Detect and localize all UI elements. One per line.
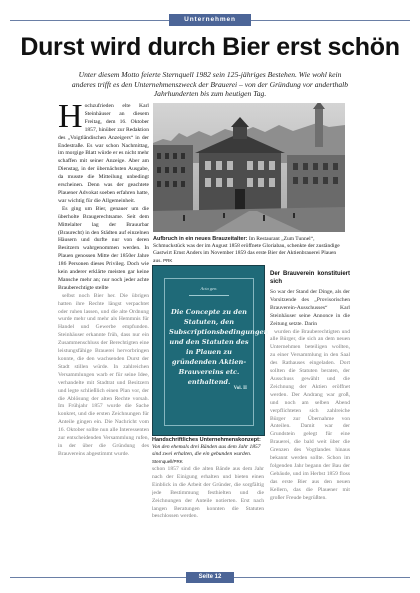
article-paragraph-right-continued: wurden die Brauberechtigten und alle Bürger, die sich an dem neuen Unternehmen beteiligen wollten, zu einer Versammlung in den Saal des Rathauses eingeladen. Dort sollten die Statuten beraten, der Ausschuss gewählt und die Zeichnung der Aktien eröffnet werden. Der Andrang war groß, und noch am selben Abend verpflichteten sich zahlreiche Bürger zur Übernahme von Anteilen. Damit war der Grundstein gelegt für eine Brauerei, die bald weit über die Grenzen des Vogtlandes hinaus bekannt werden sollte. Schon im folgenden Jahr begann der Bau der Gebäude, und im Herbst 1859 floss das erste Bier aus den neuen Kellern, das die Plauener mit großer Freude begrüßten. bbox=[270, 328, 350, 501]
book-top-label: Acta gen. bbox=[200, 286, 218, 291]
dropcap: H bbox=[58, 103, 83, 135]
book-cover bbox=[152, 265, 269, 436]
book-caption-text: Von den ehemals drei Bänden aus dem Jahr 1857 sind zwei erhalten, die ein gebunden wurden. bbox=[152, 444, 261, 457]
article-lead: ochzufrieden elte Karl Steinhäuser an diesem Freitag, dem 16. Oktober 1857, hinüber zur Redaktion des „Voigtländischen Anzeigers“ in der Endestraße. Es war schon Nachmittag, im morgige Blatt würde er es nicht mehr schaffen mit seiner Anzeige. Aber am Dienstag, in der übernächsten Ausgabe, da musste die Mitteilung unbedingt erscheinen. Denn was der geachtete Plauener Advokat soeben erfahren hatte, war wichtig für die Allgemeinheit. bbox=[58, 103, 149, 204]
book-cover-frame bbox=[164, 278, 269, 426]
historic-photo bbox=[153, 103, 345, 232]
headline: Durst wird durch Bier erst schön bbox=[20, 33, 400, 61]
article-paragraph: Es ging um Bier, genauer um die überholte Braugerechtsame. Seit dem Mittelalter lag der Brauurbar (Braurecht) in den Städten auf einzelnen Häusern und durfte nur von deren Besitzern wahrgenommen werden. In Plauen genossen Mitte der 1850er Jahre 186 Personen dieses Privileg. Doch wie kein anderer erklärte meisten gar keine Mansche mehr an; nur noch jeder achte Brauberechtigte stellte bbox=[58, 205, 149, 291]
book-caption-label: Handschriftliches Unternehmenskonzept: bbox=[152, 437, 261, 443]
section-label: Unternehmen bbox=[169, 14, 251, 26]
article-paragraph-right: So war der Stand der Dinge, als der Vorsitzende des „Provisorischen Brauverein-Ausschusses“ Karl Steinhäuser seine Annonce in die Zeitung setzte. Darin bbox=[270, 289, 350, 327]
book-credit: Sternquell/PRK bbox=[152, 459, 183, 464]
article-paragraph-continued: selbst noch Bier her. Die übrigen hatten ihre Rechte längst verpachtet oder ruhen lassen, und die alte Ordnung wurde mehr und mehr als Hemmnis für Handel und Gewerbe empfunden. Steinhäuser erkannte früh, dass nur ein Zusammenschluss der Berechtigten eine leistungsfähige Brauerei hervorbringen konnte, die den wachsenden Durst der Stadt stillen würde. In zahlreichen Versammlungen warb er für seine Idee, verhandelte mit Stadtrat und Besitzern und legte schließlich einen Plan vor, der die Ablösung der alten Rechte vorsah. Im Frühjahr 1857 wurde die Sache konkret, und die ersten Zeichnungen für Anteile gingen ein. Die Nachricht vom 16. Oktober sollte nun alle Interessenten zur entscheidenden Versammlung rufen, in der über die Gründung des Brauvereins abgestimmt wurde. bbox=[58, 292, 149, 457]
photo-caption bbox=[153, 236, 345, 265]
article-column-middle bbox=[152, 466, 264, 571]
book-divider bbox=[189, 295, 229, 296]
article-column-right bbox=[270, 270, 350, 572]
deck: Unter diesem Motto feierte Sternquell 1982 sein 125-jähriges Bestehen. Wie wohl kein anderes trifft es den Unternehmenszweck der Brauerei – von der Gründung vor anderthalb Jahrhunderten bis zum heutigen Tag. bbox=[71, 70, 349, 99]
article-paragraph-middle: schon 1857 sind die alten Bände aus dem Jahr nach der Einigung erhalten und bieten einen Einblick in die Arbeit der Gründer, die sorgfältig jede Bestimmung festhielten und die Zeichnungen der Anteile notierten. Erst nach langen Beratungen konnten die Statuten beschlossen werden. bbox=[152, 466, 264, 520]
photo-caption-label: Aufbruch in ein neues Brauzeitalter: bbox=[153, 236, 248, 242]
book-caption bbox=[152, 437, 264, 466]
page-number: Seite 12 bbox=[186, 572, 234, 583]
photo-caption-text: Im Restaurant „Zum Tunnel“, Schmuckstück was der im August 1858 eröffnete Gloriabau, schenkte der zuständige Gastwirt Ernst Anders im November 1859 das erste Bier der Aktienbrauerei Plauen aus. bbox=[153, 236, 340, 264]
book-title: Die Concepte zu den Statuten, den Subscriptionsbedingungen und den Statuten des in Plauen zu gründenden Aktien-Brauvereins etc. enthaltend. bbox=[169, 308, 269, 386]
article-column-left bbox=[58, 103, 149, 573]
photo-credit: PRK bbox=[163, 258, 173, 263]
book-volume: Vol. II bbox=[233, 386, 247, 391]
subheading: Der Brauverein konstituiert sich bbox=[270, 271, 350, 285]
